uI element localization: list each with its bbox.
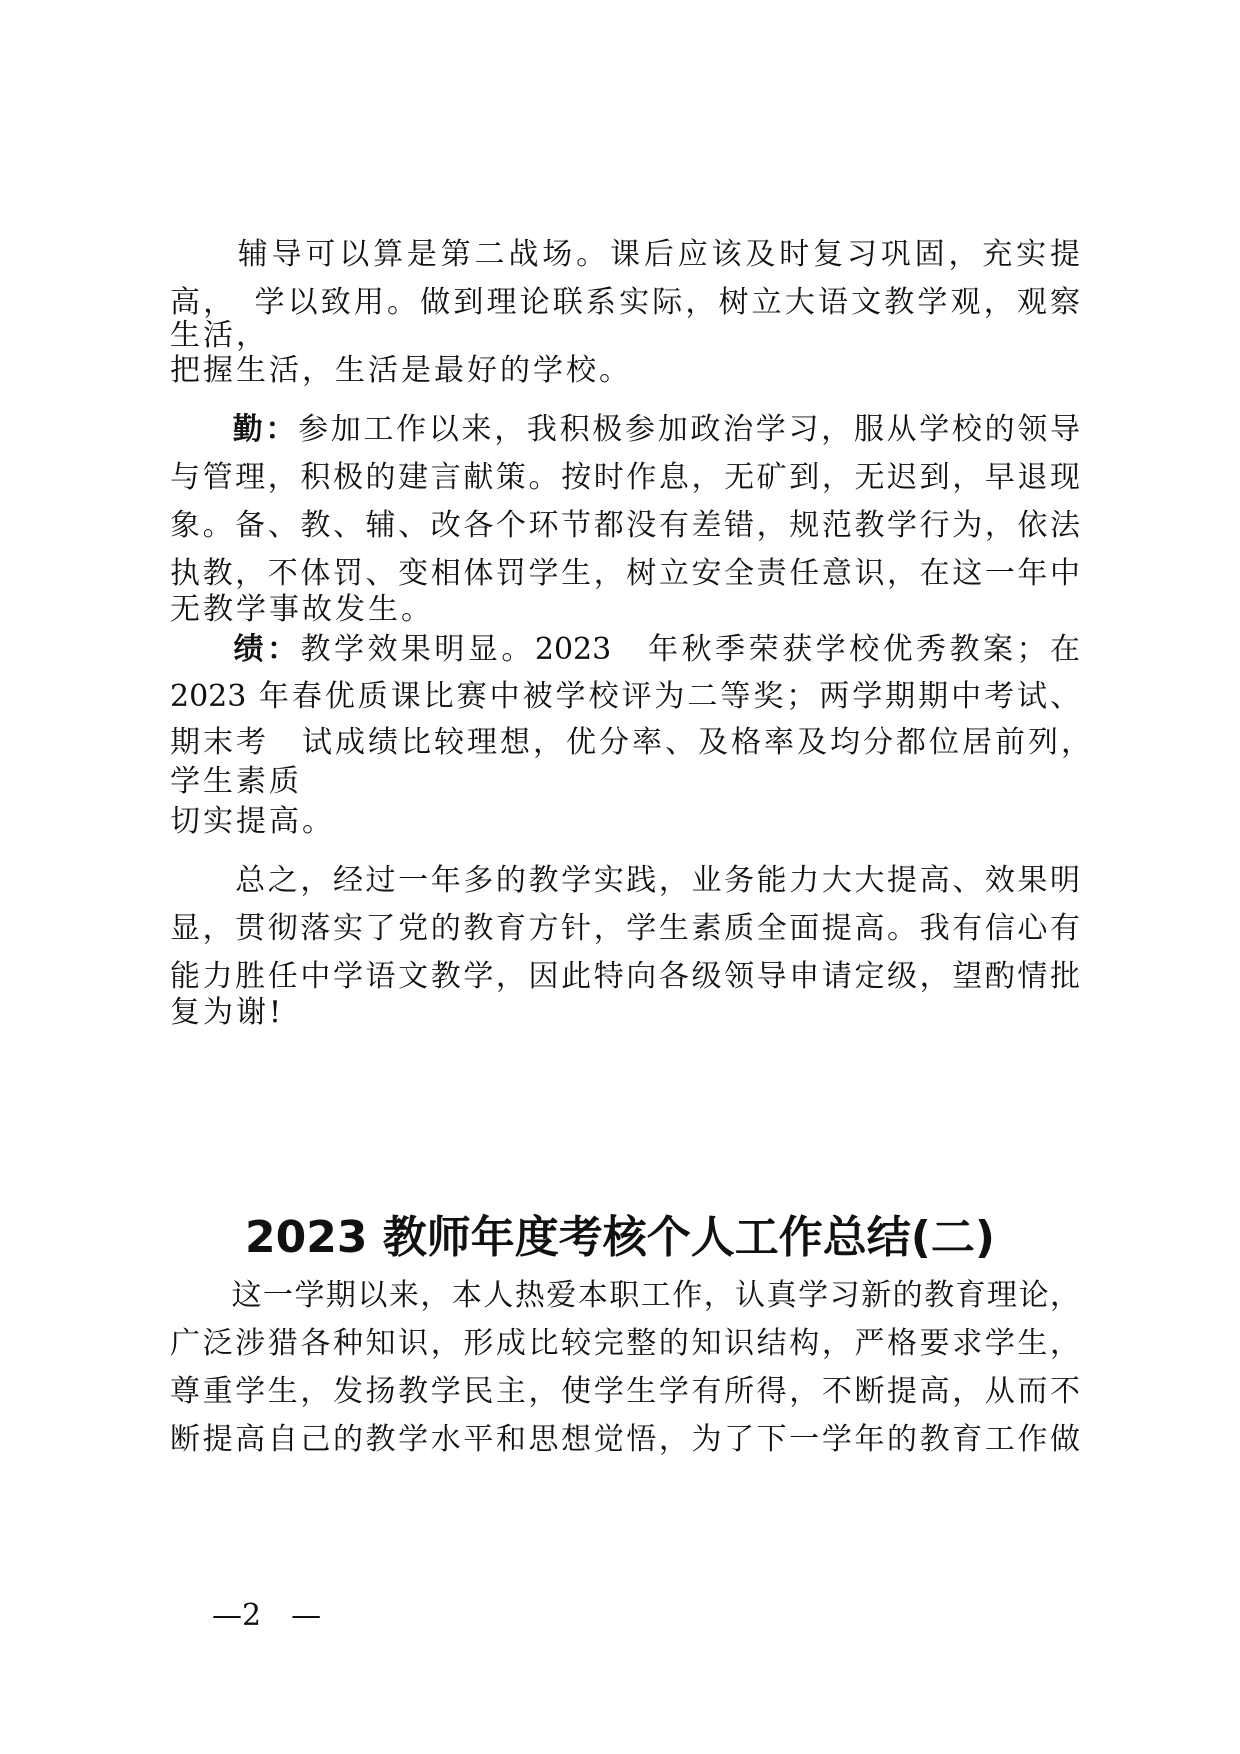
paragraph-line: 尊重学生，发扬教学民主，使学生学有所得，不断提高，从而不 — [170, 1374, 1080, 1409]
section-title: 2023 教师年度考核个人工作总结(二) — [245, 1212, 995, 1263]
paragraph-line: 把握生活，生活是最好的学校。 — [170, 353, 632, 388]
paragraph-line: 广泛涉猎各种知识，形成比较完整的知识结构，严格要求学生， — [170, 1326, 1080, 1361]
paragraph-line: 复为谢! — [170, 995, 285, 1030]
paragraph-line: 总之，经过一年多的教学实践，业务能力大大提高、效果明 — [170, 863, 1080, 898]
section-label-ji: 绩： — [230, 632, 301, 667]
paragraph-line: 与管理，积极的建言献策。按时作息，无矿到，无迟到，早退现 — [170, 460, 1080, 495]
paragraph-line: 断提高自己的教学水平和思想觉悟，为了下一学年的教育工作做 — [170, 1422, 1080, 1457]
paragraph-line: 期末考 试成绩比较理想，优分率、及格率及均分都位居前列， — [170, 725, 1094, 760]
paragraph-line: 切实提高。 — [170, 804, 335, 839]
paragraph-line: 辅导可以算是第二战场。课后应该及时复习巩固，充实提 — [170, 237, 1080, 272]
paragraph-line: 生活， — [170, 318, 269, 353]
paragraph-line: 勤：参加工作以来，我积极参加政治学习，服从学校的领导 — [230, 412, 1081, 447]
paragraph-line: 绩：教学效果明显。2023 年秋季荣获学校优秀教案；在 — [230, 632, 1081, 667]
paragraph-line: 无教学事故发生。 — [170, 592, 434, 627]
paragraph-line: 学生素质 — [170, 764, 302, 799]
section-label-qin: 勤： — [230, 412, 299, 447]
paragraph-line: 显，贯彻落实了党的教育方针，学生素质全面提高。我有信心有 — [170, 911, 1080, 946]
paragraph-line: 这一学期以来，本人热爱本职工作，认真学习新的教育理论， — [230, 1278, 1080, 1313]
paragraph-line: 执教，不体罚、变相体罚学生，树立安全责任意识，在这一年中 — [170, 556, 1080, 591]
page-number: —2 — — [212, 1598, 322, 1633]
paragraph-line: 2023 年春优质课比赛中被学校评为二等奖；两学期期中考试、 — [170, 679, 1080, 714]
paragraph-line: 高， 学以致用。做到理论联系实际，树立大语文教学观，观察 — [170, 285, 1080, 320]
paragraph-line: 象。备、教、辅、改各个环节都没有差错，规范教学行为，依法 — [170, 508, 1080, 543]
paragraph-line: 能力胜任中学语文教学，因此特向各级领导申请定级，望酌情批 — [170, 959, 1080, 994]
